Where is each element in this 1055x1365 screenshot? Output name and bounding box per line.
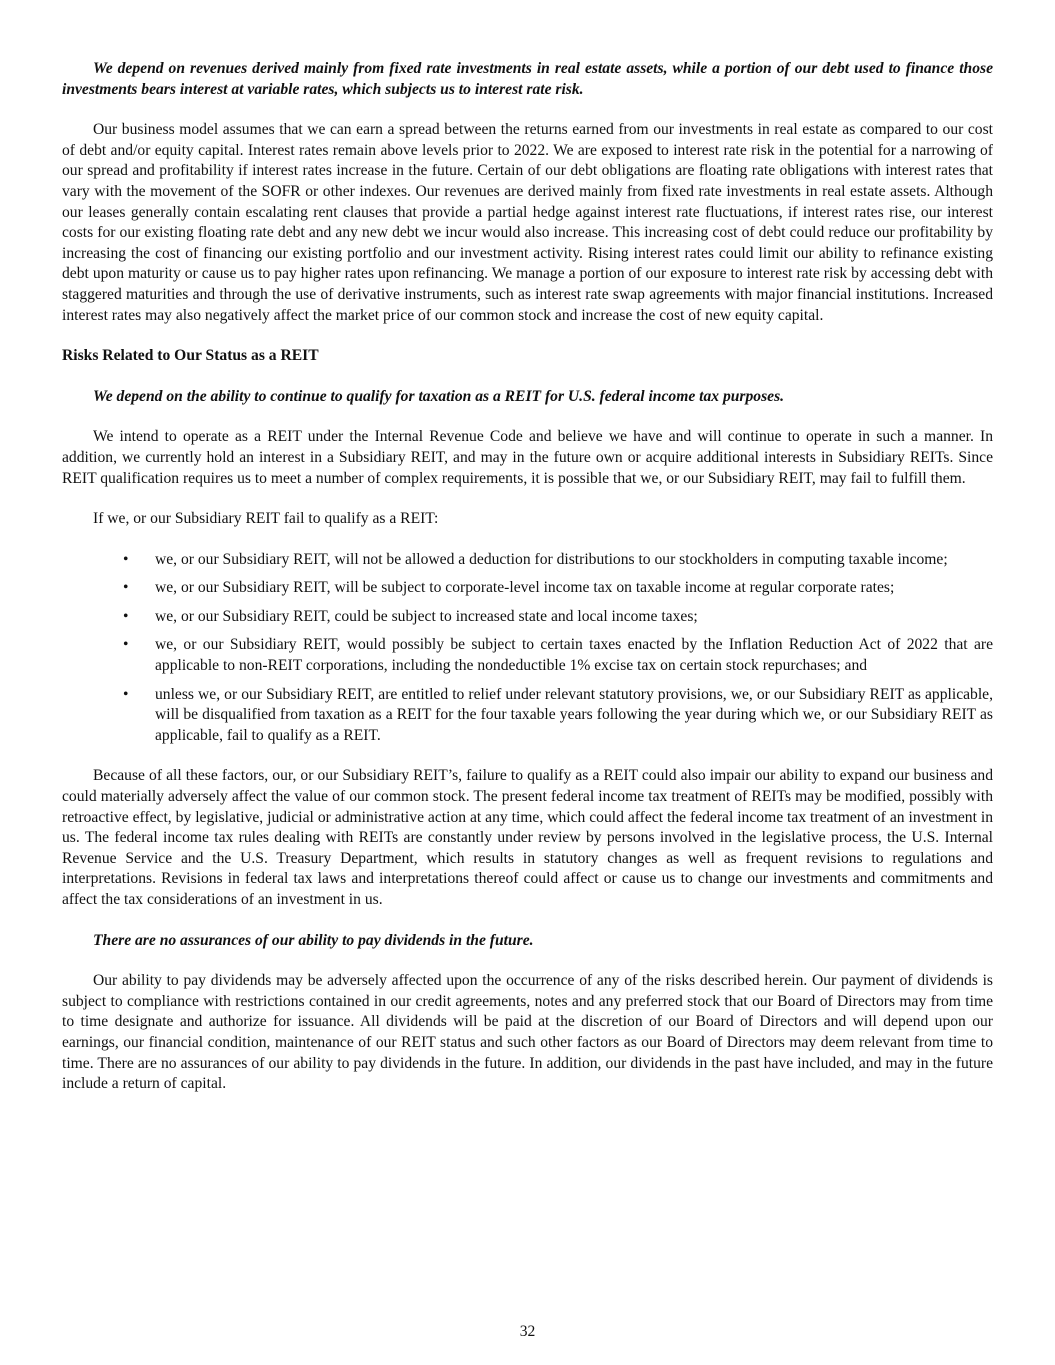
list-item-text: unless we, or our Subsidiary REIT, are entitled to relief under relevant statutory provisions, we, or our Subsidiary REIT as applicable, will be disqualified from taxation as a REIT for the four taxable years following the year during which we, or our Subsidiary REIT as applicable, fail to qualify as a REIT. <box>155 685 993 744</box>
fail-to-qualify-list <box>62 550 993 747</box>
list-item <box>62 685 993 747</box>
reit-section-title: Risks Related to Our Status as a REIT <box>62 347 319 365</box>
list-item-text: we, or our Subsidiary REIT, could be subject to increased state and local income taxes; <box>155 607 698 625</box>
bullet-icon: • <box>123 550 129 568</box>
dividends-paragraph: Our ability to pay dividends may be adversely affected upon the occurrence of any of the risks described herein. Our payment of dividends is subject to compliance with restrictions contained in our credit agreements, notes and any preferred stock that our Board of Directors may from time to time designate and authorize for issuance. All dividends will be paid at the discretion of our Board of Directors and will depend upon our earnings, our financial condition, maintenance of our REIT status and such other factors as our Board of Directors may deem relevant from time to time. There are no assurances of our ability to pay dividends in the future. In addition, our dividends in the past have included, and may in the future include a return of capital. <box>62 972 993 1093</box>
bullet-icon: • <box>123 579 129 597</box>
page-number: 32 <box>519 1323 536 1340</box>
list-item <box>62 635 993 676</box>
interest-rate-risk-paragraph: Our business model assumes that we can earn a spread between the returns earned from our investments in real estate as compared to our cost of debt and/or equity capital. Interest rates remain above levels prior to 2022. We are exposed to interest rate risk in the potential for a narrowing of our spread and profitability if interest rates increase in the future. Certain of our debt obligations are floating rate obligations with interest rates that vary with the movement of the SOFR or other indexes. Our revenues are derived mainly from fixed rate investments in real estate assets. Although our leases generally contain escalating rent clauses that provide a partial hedge against interest rate fluctuations, if interest rates rise, our interest costs for our existing floating rate debt and any new debt we incur would also increase. This increasing cost of debt could reduce our profitability by increasing the cost of financing our existing portfolio and our investment activity. Rising interest rates could limit our ability to refinance existing debt upon maturity or cause us to pay higher rates upon refinancing. We manage a portion of our exposure to interest rate risk by accessing debt with staggered maturities and through the use of derivative instruments, such as interest rate swap agreements with major financial institutions. Increased interest rates may also negatively affect the market price of our common stock and increase the cost of new equity capital. <box>62 121 993 324</box>
list-item-text: we, or our Subsidiary REIT, will not be allowed a deduction for distributions to our stockholders in computing taxable income; <box>155 550 948 568</box>
document-page <box>62 59 993 1115</box>
list-item-text: we, or our Subsidiary REIT, would possibly be subject to certain taxes enacted by the Inflation Reduction Act of 2022 that are applicable to non-REIT corporations, including the nondeductible 1% excise tax on certain stock repurchases; and <box>155 636 993 675</box>
bullet-icon: • <box>123 607 129 625</box>
interest-rate-risk-heading: We depend on revenues derived mainly from fixed rate investments in real estate assets, while a portion of our debt used to finance those investments bears interest at variable rates, which subjects us to interest rate risk. <box>62 60 993 98</box>
reit-qualification-heading: We depend on the ability to continue to qualify for taxation as a REIT for U.S. federal income tax purposes. <box>93 387 785 405</box>
bullet-icon: • <box>123 685 129 703</box>
bullet-icon: • <box>123 636 129 654</box>
reit-factors-paragraph: Because of all these factors, our, or our Subsidiary REIT’s, failure to qualify as a REIT could also impair our ability to expand our business and could materially adversely affect the value of our common stock. The present federal income tax treatment of REITs may be modified, possibly with retroactive effect, by legislative, judicial or administrative action at any time, which could affect the federal income tax treatment of an investment in us. The federal income tax rules dealing with REITs are constantly under review by persons involved in the legislative process, the U.S. Internal Revenue Service and the U.S. Treasury Department, which results in statutory changes as well as frequent revisions to regulations and interpretations. Revisions in federal tax laws and interpretations thereof could affect or cause us to change our investments and commitments and affect the tax considerations of an investment in us. <box>62 767 993 908</box>
reit-qualification-paragraph: We intend to operate as a REIT under the Internal Revenue Code and believe we have and will continue to operate in such a manner. In addition, we currently hold an interest in a Subsidiary REIT, and may in the future own or acquire additional interests in Subsidiary REITs. Since REIT qualification requires us to meet a number of complex requirements, it is possible that we, or our Subsidiary REIT, may fail to fulfill them. <box>62 428 993 487</box>
fail-to-qualify-intro: If we, or our Subsidiary REIT fail to qualify as a REIT: <box>93 510 439 528</box>
list-item <box>62 550 993 571</box>
list-item <box>62 607 993 628</box>
list-item-text: we, or our Subsidiary REIT, will be subject to corporate-level income tax on taxable income at regular corporate rates; <box>155 579 895 597</box>
list-item <box>62 578 993 599</box>
dividends-heading: There are no assurances of our ability to pay dividends in the future. <box>93 931 534 949</box>
